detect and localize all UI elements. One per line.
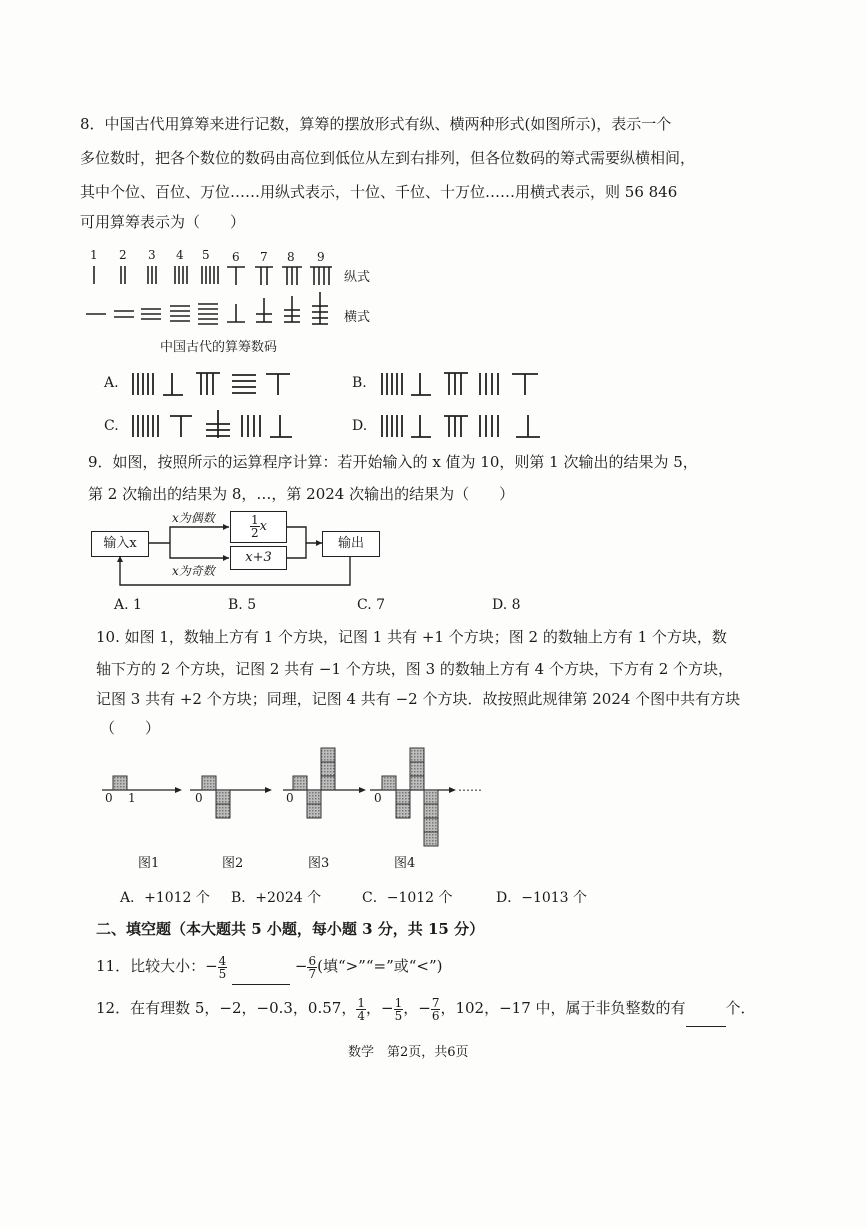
output-box: 输出 xyxy=(322,531,380,557)
q8-option-b[interactable]: B. xyxy=(352,375,367,391)
q9-option-b[interactable]: B. 5 xyxy=(228,597,257,613)
q10-line4: （ ） xyxy=(100,719,161,737)
q10-line3: 记图 3 共有 +2 个方块；同理，记图 4 共有 −2 个方块．故按照此规律第 2024 个图中共有方块 xyxy=(96,690,741,708)
q11-b-num: 6 xyxy=(308,953,317,968)
fig1-caption: 图1 xyxy=(138,856,160,871)
q11-row xyxy=(96,948,443,984)
q11-b-sign: − xyxy=(294,957,308,975)
q11-b-den: 7 xyxy=(308,966,317,981)
digit-9: 9 xyxy=(317,250,325,264)
q10-option-a[interactable]: A．+1012 个 xyxy=(120,890,210,906)
q12-f2-num: 1 xyxy=(394,995,403,1010)
q10-line1: 10. 如图 1，数轴上方有 1 个方块，记图 1 共有 +1 个方块；图 2 的数轴上方有 1 个方块，数 xyxy=(96,628,727,646)
digit-2: 2 xyxy=(119,248,127,262)
heng-label: 横式 xyxy=(344,310,371,325)
q11-suffix: (填“>”“=”或“<”) xyxy=(317,957,443,975)
q8-option-a[interactable]: A. xyxy=(104,375,119,391)
q9-line2: 第 2 次输出的结果为 8，…，第 2024 次输出的结果为（ ） xyxy=(88,485,515,503)
digit-7: 7 xyxy=(260,250,268,264)
half-var: x xyxy=(259,519,267,534)
fig1-one: 1 xyxy=(128,791,136,805)
q12-f3-den: 6 xyxy=(431,1008,440,1023)
plus3-box: x+3 xyxy=(230,546,287,570)
zong-label: 纵式 xyxy=(344,270,371,285)
q10-option-d[interactable]: D．−1013 个 xyxy=(496,890,588,906)
half-num: 1 xyxy=(251,513,259,527)
digit-8: 8 xyxy=(287,250,295,264)
q12-f1-num: 1 xyxy=(357,995,365,1010)
q11-answer-blank[interactable] xyxy=(232,948,290,985)
input-x-box: 输入x xyxy=(91,531,149,557)
q9-option-a[interactable]: A. 1 xyxy=(114,597,142,613)
digit-5: 5 xyxy=(202,248,210,262)
section-2-heading: 二、填空题（本大题共 5 小题，每小题 3 分，共 15 分） xyxy=(96,920,485,938)
q9-line1: 9．如图，按照所示的运算程序计算：若开始输入的 x 值为 10，则第 1 次输出的结果为 5， xyxy=(88,453,698,471)
q11-prefix: 11．比较大小： xyxy=(96,957,206,975)
digit-4: 4 xyxy=(176,248,184,262)
q10-option-b[interactable]: B．+2024 个 xyxy=(231,890,322,906)
even-label: x为偶数 xyxy=(172,511,215,525)
q11-a-sign: − xyxy=(205,957,218,975)
q12-suffix: ，102，−17 中，属于非负整数的有 xyxy=(440,999,686,1017)
q9-option-d[interactable]: D. 8 xyxy=(492,597,521,613)
q9-option-c[interactable]: C. 7 xyxy=(357,597,386,613)
q11-a-den: 5 xyxy=(218,966,227,981)
rod-caption: 中国古代的算筹数码 xyxy=(160,340,278,355)
ellipsis: …… xyxy=(458,780,482,794)
q12-row xyxy=(96,990,756,1026)
q10-option-c[interactable]: C．−1012 个 xyxy=(362,890,453,906)
q12-prefix: 12．在有理数 5，−2，−0.3，0.57， xyxy=(96,999,357,1017)
digit-3: 3 xyxy=(148,248,156,262)
q12-f2-sign: − xyxy=(381,999,394,1017)
q8-line4: 可用算筹表示为（ ） xyxy=(80,213,246,231)
q8-line3: 其中个位、百位、万位……用纵式表示，十位、千位、十万位……用横式表示，则 56 846 xyxy=(80,183,678,201)
fig4-caption: 图4 xyxy=(394,856,416,871)
q12-sep2: ， xyxy=(403,999,419,1017)
q12-answer-blank[interactable] xyxy=(686,990,726,1027)
q12-f2-den: 5 xyxy=(394,1008,403,1023)
q12-end: 个． xyxy=(725,999,756,1017)
q12-f3-sign: − xyxy=(418,999,431,1017)
q12-f3-num: 7 xyxy=(431,995,440,1010)
q12-sep1: ， xyxy=(365,999,381,1017)
digit-1: 1 xyxy=(90,248,98,262)
q8-line2: 多位数时，把各个数位的数码由高位到低位从左到右排列，但各位数码的筹式需要纵横相间， xyxy=(80,149,696,167)
q8-option-d[interactable]: D. xyxy=(352,418,368,434)
q10-line2: 轴下方的 2 个方块，记图 2 共有 −1 个方块，图 3 的数轴上方有 4 个方块，下方有 2 个方块， xyxy=(96,660,734,678)
page-footer: 数学 第2页，共6页 xyxy=(348,1045,469,1060)
fig4-zero: 0 xyxy=(374,791,382,805)
half-den: 2 xyxy=(251,526,259,540)
odd-label: x为奇数 xyxy=(172,564,215,578)
fig1-zero: 0 xyxy=(105,791,113,805)
fig2-caption: 图2 xyxy=(222,856,244,871)
q8-option-c[interactable]: C. xyxy=(104,418,119,434)
q12-f1-den: 4 xyxy=(357,1008,365,1023)
q11-a-num: 4 xyxy=(218,953,227,968)
digit-6: 6 xyxy=(232,250,240,264)
fig3-caption: 图3 xyxy=(308,856,330,871)
q8-line1: 8．中国古代用算筹来进行记数，算筹的摆放形式有纵、横两种形式(如图所示)，表示一个 xyxy=(80,115,672,133)
fig3-zero: 0 xyxy=(286,791,294,805)
fig2-zero: 0 xyxy=(195,791,203,805)
